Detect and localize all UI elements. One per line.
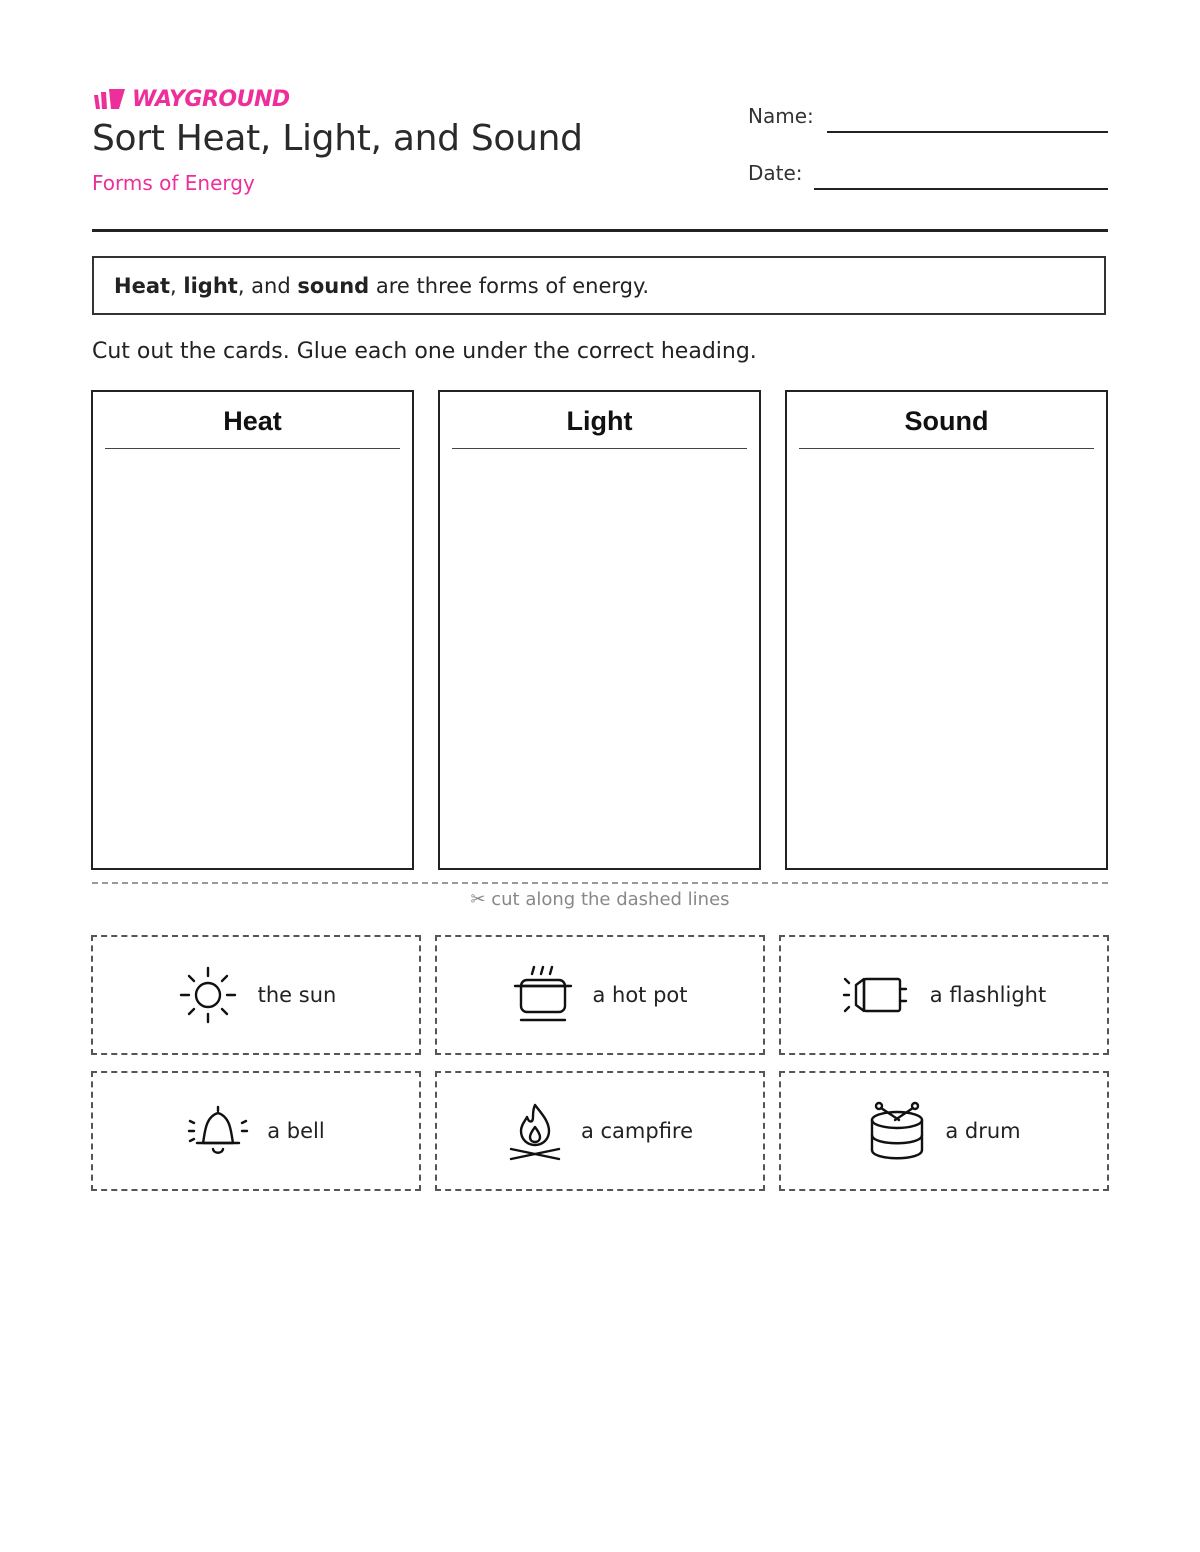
date-field[interactable] — [814, 188, 1108, 190]
bell-icon — [187, 1103, 249, 1159]
card-label: a drum — [945, 1119, 1021, 1143]
cut-note: ✂ cut along the dashed lines — [470, 889, 730, 910]
card-bell[interactable] — [91, 1071, 421, 1191]
light-column[interactable] — [438, 390, 761, 870]
card-label: a flashlight — [929, 983, 1047, 1007]
instruction-text: Cut out the cards. Glue each one under the correct heading. — [92, 339, 757, 364]
sun-icon — [176, 963, 240, 1027]
brand-logo — [92, 86, 290, 112]
campfire-icon — [507, 1101, 563, 1161]
brand-mark-icon — [92, 87, 126, 111]
cut-line — [92, 882, 1108, 884]
drum-icon — [867, 1100, 927, 1162]
light-heading: Light — [566, 406, 633, 436]
brand-name: WAYGROUND — [132, 86, 290, 112]
intro-word-sound: sound — [297, 273, 370, 298]
card-label: the sun — [257, 983, 337, 1007]
hot-pot-icon — [512, 964, 574, 1026]
page-subtitle: Forms of Energy — [92, 171, 255, 195]
card-label: a campfire — [580, 1119, 694, 1143]
intro-box: Heat, light, and sound are three forms of energy. — [92, 256, 1106, 315]
name-label: Name: — [748, 104, 814, 128]
heat-heading: Heat — [223, 406, 282, 436]
header-divider — [92, 229, 1108, 232]
card-sun[interactable] — [91, 935, 421, 1055]
heat-column[interactable] — [91, 390, 414, 870]
card-drum[interactable] — [779, 1071, 1109, 1191]
heading-underline — [452, 448, 747, 449]
card-hot-pot[interactable] — [435, 935, 765, 1055]
card-flashlight[interactable] — [779, 935, 1109, 1055]
card-campfire[interactable] — [435, 1071, 765, 1191]
intro-word-light: light — [183, 273, 238, 298]
card-label: a bell — [267, 1119, 325, 1143]
card-label: a hot pot — [592, 983, 688, 1007]
sound-heading: Sound — [904, 406, 989, 436]
sound-column[interactable] — [785, 390, 1108, 870]
heading-underline — [105, 448, 400, 449]
page-title: Sort Heat, Light, and Sound — [92, 118, 583, 159]
flashlight-icon — [842, 971, 912, 1019]
date-label: Date: — [748, 161, 803, 185]
intro-word-heat: Heat — [114, 273, 171, 298]
name-field[interactable] — [827, 131, 1108, 133]
heading-underline — [799, 448, 1094, 449]
